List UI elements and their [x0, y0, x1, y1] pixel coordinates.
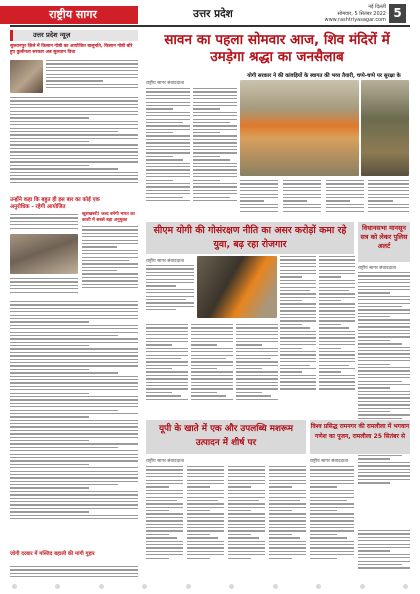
masthead-rule — [10, 25, 410, 27]
goraksha-text-col4 — [319, 256, 355, 416]
masroom-text-col3 — [228, 466, 265, 578]
vidhansabha-headline: विधानसभा मानसून सत्र को लेकर पुलिस अलर्ट — [358, 222, 410, 262]
left-story4-head: जोगी दरबार में मस्जिद बहाली की मांगी गुहार — [10, 551, 95, 557]
ramlila-headline: विश्व प्रसिद्ध रामनगर की रामलीला में भगवान गणेश का पूजन, रामलीला 25 सितंबर से — [310, 420, 410, 454]
main-text-col3 — [240, 180, 278, 218]
masthead-website: www.rashtriyasagar.com — [324, 17, 386, 23]
masroom-text-col4 — [269, 466, 306, 578]
left-section-head: उत्तर प्रदेश न्यूज़ — [10, 30, 138, 41]
goraksha-text-col2b — [236, 324, 278, 416]
left-story2-photo — [10, 234, 78, 274]
goraksha-text-col3 — [280, 256, 316, 416]
left-story3-text — [82, 226, 138, 298]
left-story2-head: उन्होंने कहा कि बहुत ही इस बार का कोई एक अनुरोधिक - रहेगी आयोजित — [10, 197, 100, 210]
goraksha-headline: सीएम योगी की गोसंरक्षण नीति का असर करोड़ों कमा रहे युवा, बढ़ रहा रोजगार — [146, 222, 354, 254]
ramlila-text-col1 — [310, 466, 354, 578]
main-text-col5 — [326, 180, 364, 218]
main-photo-procession — [240, 80, 359, 176]
left-long-text — [10, 301, 138, 549]
vidhansabha-text — [358, 272, 410, 522]
main-subheadline: योगी सरकार ने की कांवड़ियों के स्वागत की भव्य तैयारी, चप्पे-चप्पे पर सुरक्षा के — [247, 73, 401, 79]
masthead-date: सोमवार, 5 सितंबर 2022 — [337, 10, 386, 17]
newspaper-title: राष्ट्रीय सागर — [49, 8, 97, 21]
left-story4-text — [10, 566, 138, 580]
goraksha-text-col1 — [146, 265, 194, 321]
main-text-col1 — [146, 88, 190, 218]
masthead-info — [282, 4, 386, 24]
main-photo-police — [361, 80, 409, 176]
left-story2-text — [10, 214, 78, 234]
ramlila-text-col2 — [358, 530, 410, 578]
left-story3-head: खुशखबरी! जल्द बनेगी भारत का काशी में सबसे बड़ा अनुमुक्त — [82, 212, 135, 223]
masroom-text-col2 — [187, 466, 224, 578]
goraksha-text-col2 — [191, 324, 233, 416]
masthead — [0, 0, 420, 28]
masroom-byline: राष्ट्रीय सागर संवाददाता — [146, 459, 185, 464]
ramlila-byline: राष्ट्रीय सागर संवाददाता — [310, 459, 349, 464]
masthead-city: नई दिल्ली — [368, 4, 386, 10]
left-lead-photo — [10, 60, 43, 93]
goraksha-text-col1b — [146, 324, 188, 416]
left-lead-text — [46, 60, 138, 94]
main-headline: सावन का पहला सोमवार आज, शिव मंदिरों में उमड़ेगा श्रद्धा का जनसैलाब — [164, 32, 390, 65]
main-text-col2 — [193, 88, 237, 218]
masroom-text-col1 — [146, 466, 183, 578]
vidhansabha-byline: राष्ट्रीय सागर संवाददाता — [358, 266, 397, 271]
section-title: उत्तर प्रदेश — [193, 8, 233, 20]
main-text-col4 — [283, 180, 321, 218]
main-text-col6 — [368, 180, 409, 218]
goraksha-byline: राष्ट्रीय सागर संवाददाता — [146, 259, 185, 264]
masroom-headline: यूपी के खाते में एक और उपलब्धि मशरूम उत्पादन में शीर्ष पर — [146, 420, 306, 454]
left-story2-text-cont — [10, 278, 78, 298]
page-number: 5 — [389, 4, 406, 23]
goraksha-photo-cm-cow — [197, 256, 277, 318]
left-lead-caption: सुल्तानपुर ज़िले में किसान गोष्ठी का आयोजित बालूमति, किसान गोष्ठी बोरे हुए कुलीनता सरकार अब सुलतान विधा — [10, 44, 133, 55]
left-lead-text-cont — [10, 97, 138, 195]
footer-registration-marks — [0, 584, 420, 590]
main-byline: राष्ट्रीय सागर संवाददाता — [146, 81, 185, 86]
